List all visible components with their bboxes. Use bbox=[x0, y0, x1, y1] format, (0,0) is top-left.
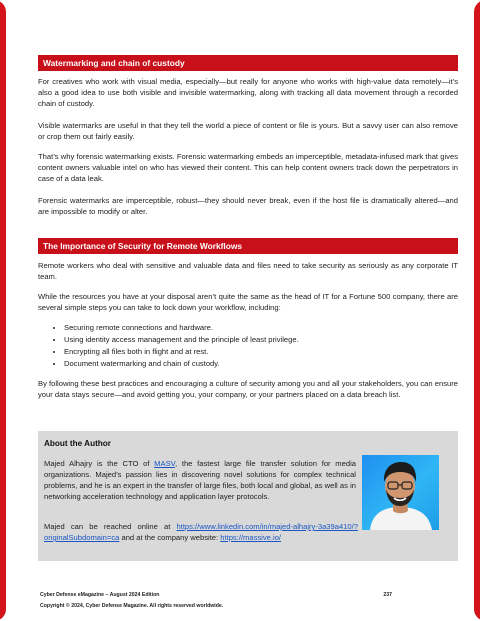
paragraph bbox=[38, 378, 458, 400]
list-item: • Document watermarking and chain of custody. bbox=[64, 358, 458, 369]
paragraph-text: Visible watermarks are useful in that they tell the world a piece of content or file is yours. But a savvy user can also remove or crop them out fairly easily. bbox=[38, 121, 458, 141]
bullet-list bbox=[38, 322, 458, 370]
about-author-box bbox=[38, 431, 458, 561]
author-bio-text: , the fastest large file transfer solution for media organizations. Majed’s passion lies in discovering novel solutions for complex technical problems, and he is an expert in the transfer of large files, both local and global, as well as in networking acceleration technology and application layer protocols. bbox=[44, 459, 356, 501]
paragraph bbox=[38, 151, 458, 184]
section-title: Watermarking and chain of custody bbox=[38, 55, 458, 71]
paragraph bbox=[38, 76, 458, 109]
author-portrait-icon bbox=[362, 455, 439, 530]
edition-label: Cyber Defense eMagazine – August 2024 Edition bbox=[40, 592, 160, 598]
masv-link[interactable]: MASV bbox=[154, 459, 175, 468]
page-footer bbox=[40, 592, 460, 598]
list-item: • Securing remote connections and hardware. bbox=[64, 322, 458, 333]
right-edge-accent bbox=[474, 0, 480, 621]
author-heading: About the Author bbox=[44, 439, 111, 448]
section-title: The Importance of Security for Remote Workflows bbox=[38, 238, 458, 254]
author-bio-text: Majed Alhajry is the CTO of bbox=[44, 459, 155, 468]
contact-text: and at the company website: bbox=[119, 533, 221, 542]
contact-text: Majed can be reached online at bbox=[44, 522, 177, 531]
paragraph-text: Remote workers who deal with sensitive and valuable data and files need to take security as seriously as any corporate IT team. bbox=[38, 261, 458, 281]
paragraph-text: That’s why forensic watermarking exists. Forensic watermarking embeds an imperceptible, metadata-infused mark that gives content owners valuable intel on who has viewed their content. This can help content owners track down the perpetrators in case of a data leak. bbox=[38, 152, 458, 183]
paragraph-text: Forensic watermarks are imperceptible, robust—they should never break, even if the host file is dramatically altered—and are impossible to modify or alter. bbox=[38, 196, 458, 216]
paragraph-text: While the resources you have at your disposal aren’t quite the same as the head of IT for a Fortune 500 company, there are several simple steps you can take to lock down your workflow, including: bbox=[38, 292, 458, 312]
copyright-notice: Copyright © 2024, Cyber Defense Magazine. All rights reserved worldwide. bbox=[40, 603, 224, 609]
author-bio bbox=[44, 458, 356, 502]
author-photo bbox=[362, 455, 439, 530]
paragraph-text: By following these best practices and encouraging a culture of security among you and all your stakeholders, you can ensure your data stays secure—and avoid getting you, your company, or your partners placed on a data breach list. bbox=[38, 379, 458, 399]
author-contact bbox=[44, 521, 358, 543]
paragraph-text: For creatives who work with visual media, especially—but really for anyone who works with high-value data remotely—it’s also a good idea to use both visible and invisible watermarking, along with tracking all data movement through a recorded chain of custody. bbox=[38, 77, 458, 108]
paragraph bbox=[38, 260, 458, 282]
section-watermarking bbox=[38, 55, 458, 71]
left-edge-accent bbox=[0, 0, 6, 621]
paragraph bbox=[38, 195, 458, 217]
list-item: • Encrypting all files both in flight and at rest. bbox=[64, 346, 458, 357]
list-item: • Using identity access management and the principle of least privilege. bbox=[64, 334, 458, 345]
page-number: 237 bbox=[383, 592, 392, 598]
paragraph bbox=[38, 291, 458, 313]
section-remote-workflows bbox=[38, 238, 458, 254]
website-link[interactable]: https://massive.io/ bbox=[220, 533, 282, 542]
linkedin-link[interactable]: https://www.linkedin.com/in/majed-alhajry-3a39a410/?originalSubdomain=ca bbox=[44, 522, 358, 542]
paragraph bbox=[38, 120, 458, 142]
